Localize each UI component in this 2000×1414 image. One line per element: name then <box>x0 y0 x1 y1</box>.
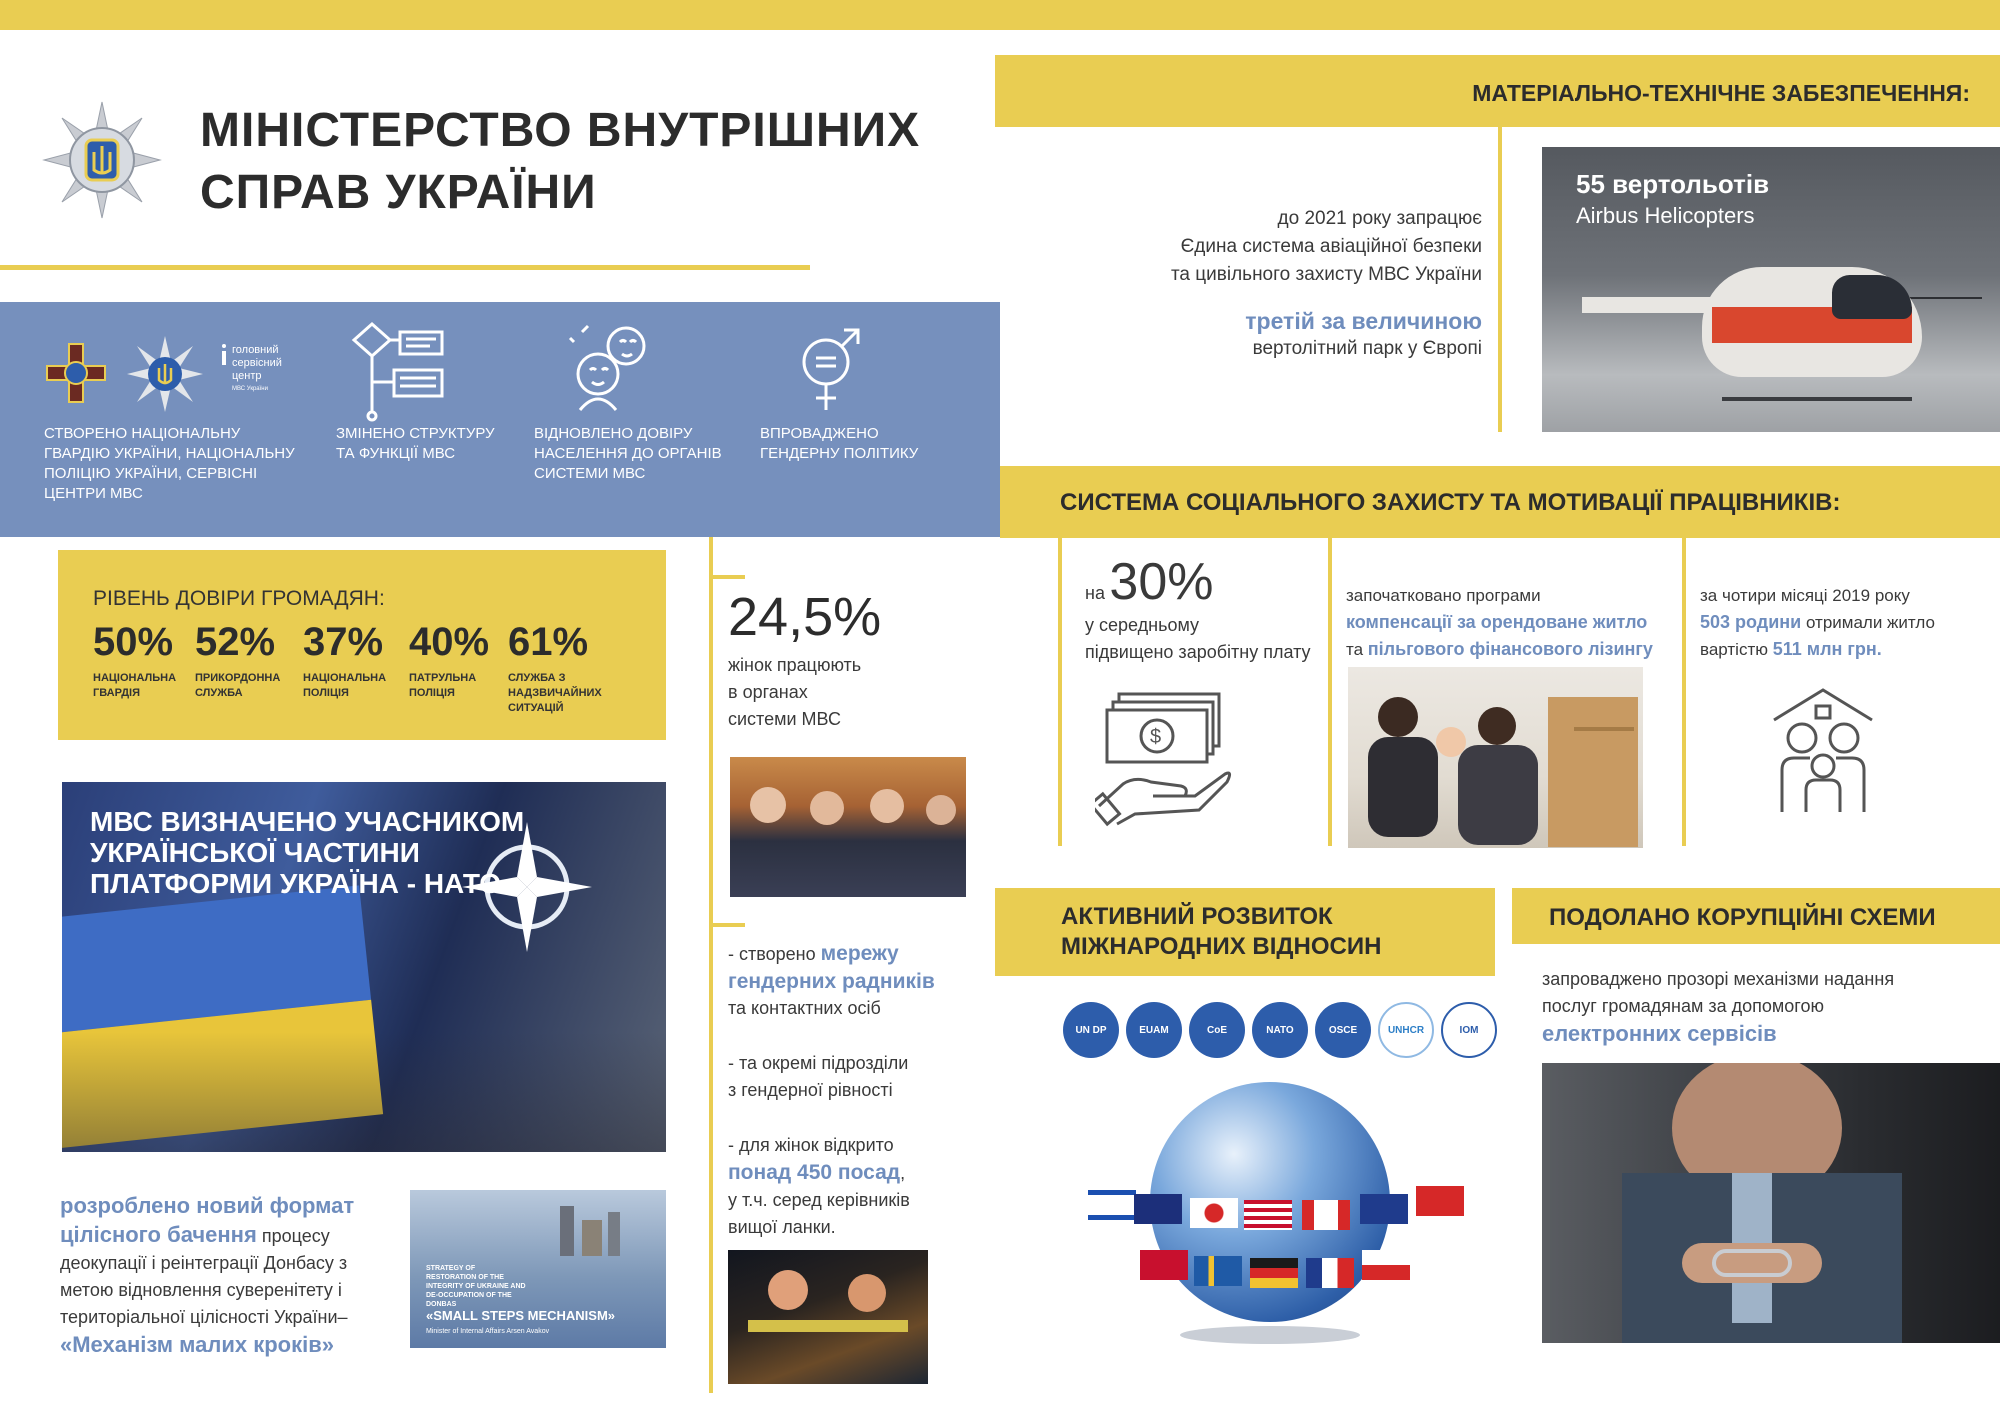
service-center-line1: головний <box>232 344 279 356</box>
rent-compensation: компенсації за орендоване житло <box>1346 612 1648 632</box>
child-head <box>1436 727 1466 757</box>
person-face <box>848 1274 886 1312</box>
nato-caption-line3: ПЛАТФОРМИ УКРАЇНА - НАТО <box>90 868 502 899</box>
partner-logos <box>1063 1002 1503 1062</box>
trust-value: 50% <box>93 620 174 664</box>
people-trust-icon <box>568 322 654 412</box>
families-line3: вартістю <box>1700 640 1768 659</box>
book-title: «SMALL STEPS MECHANISM» <box>426 1308 616 1323</box>
middle-column-line <box>709 537 713 1393</box>
nato-caption-line2: УКРАЇНСЬКОЇ ЧАСТИНИ <box>90 837 420 868</box>
salary-line1: у середньому <box>1085 615 1200 635</box>
women-caption-line3: системи МВС <box>728 709 841 729</box>
donbas-highlight: розроблено новий формат цілісного бачення <box>60 1193 355 1247</box>
net-prefix: - створено <box>728 944 816 964</box>
trust-item-border-service <box>195 620 295 701</box>
helicopter-park: вертолітний парк у Європі <box>1252 338 1482 359</box>
box-tape <box>1574 727 1634 731</box>
material-line3: та цивільного захисту МВС України <box>1170 264 1482 285</box>
undp-logo: UN DP <box>1063 1002 1119 1058</box>
photo-shade <box>62 1032 666 1152</box>
euam-logo: EUAM <box>1126 1002 1182 1058</box>
net-suffix: та контактних осіб <box>728 998 881 1018</box>
trust-title: РІВЕНЬ ДОВІРИ ГРОМАДЯН: <box>93 587 385 610</box>
globe-with-flags-image <box>1090 1082 1470 1352</box>
family-moving-photo <box>1348 667 1643 848</box>
nato-platform-photo <box>62 782 666 1152</box>
units-line2: з гендерної рівності <box>728 1080 893 1100</box>
page-title-line2: СПРАВ УКРАЇНИ <box>200 166 597 219</box>
money-hand-icon <box>1095 688 1235 828</box>
women-caption-line2: в органах <box>728 682 808 702</box>
trust-item-emergency-service <box>508 620 628 716</box>
net-highlight1: мережу <box>820 942 899 965</box>
posts-prefix: - для жінок відкрито <box>728 1135 894 1155</box>
japan-flag <box>1190 1198 1238 1228</box>
salary-line2: підвищено заробітну плату <box>1085 642 1311 662</box>
posts-line4: вищої ланки. <box>728 1217 836 1237</box>
australia-flag <box>1134 1194 1182 1224</box>
service-center-line3: центр <box>232 370 262 382</box>
norway-flag <box>1140 1250 1188 1280</box>
service-center-line4: МВС України <box>232 386 268 392</box>
svg-text:$: $ <box>1150 726 1162 748</box>
third-largest: третій за величиною <box>1245 308 1482 334</box>
top-stripe <box>0 0 2000 30</box>
china-flag <box>1416 1186 1464 1216</box>
france-flag <box>1306 1258 1354 1288</box>
building-shape <box>560 1206 574 1256</box>
small-steps-cover-image <box>410 1190 666 1348</box>
gender-units-text <box>728 1050 908 1104</box>
nato-caption-line1: МВС ВИЗНАЧЕНО УЧАСНИКОМ <box>90 806 525 837</box>
programs-line1: започатковано програми <box>1346 586 1541 605</box>
trust-value: 40% <box>409 620 490 664</box>
usa-flag <box>1244 1200 1292 1230</box>
trust-label: ПРИКОРДОННА СЛУЖБА <box>195 672 281 699</box>
book-author: Minister of Internal Affairs Arsen Avakov <box>426 1328 550 1335</box>
middle-column-tick <box>709 923 745 927</box>
women-caption <box>728 652 861 733</box>
service-center-logo <box>222 344 282 396</box>
social-title: СИСТЕМА СОЦІАЛЬНОГО ЗАХИСТУ ТА МОТИВАЦІЇ ПРАЦІВНИКІВ: <box>1060 489 1841 516</box>
women-officers-photo <box>730 757 966 897</box>
social-divider-3 <box>1682 538 1686 846</box>
social-divider-1 <box>1058 538 1062 846</box>
helicopter-tail <box>1582 297 1712 313</box>
unhcr-logo: UNHCR <box>1378 1002 1434 1058</box>
nato-caption <box>90 806 524 899</box>
band-item-4-caption: ВПРОВАДЖЕНО ГЕНДЕРНУ ПОЛІТИКУ <box>760 425 919 462</box>
women-percent: 24,5% <box>728 587 882 647</box>
person-body <box>1368 737 1438 837</box>
trust-label: ПАТРУЛЬНА ПОЛІЦІЯ <box>409 672 477 699</box>
family-home-icon <box>1768 686 1878 816</box>
posts-comma: , <box>900 1163 906 1183</box>
net-highlight2: гендерних радників <box>728 970 935 993</box>
person-face <box>810 791 844 825</box>
housing-cost: 511 млн грн. <box>1772 639 1882 659</box>
trust-item-patrol-police <box>409 620 504 701</box>
material-header <box>995 55 2000 127</box>
canada-flag <box>1302 1200 1350 1230</box>
sweden-flag <box>1194 1256 1242 1286</box>
title-underline <box>0 265 810 270</box>
israel-flag <box>1088 1190 1136 1220</box>
cardboard-box <box>1548 697 1638 847</box>
middle-column-tick <box>709 575 745 579</box>
person-face <box>768 1270 808 1310</box>
person-face <box>870 789 904 823</box>
band-item-3-caption: ВІДНОВЛЕНО ДОВІРУ НАСЕЛЕННЯ ДО ОРГАНІВ СИСТЕМИ МВС <box>534 425 722 482</box>
structure-icon <box>350 322 450 422</box>
material-line1: до 2021 року запрацює <box>1277 208 1482 229</box>
helicopter-brand: Airbus Helicopters <box>1576 203 1755 228</box>
person-face <box>750 787 786 823</box>
handcuffs <box>1712 1249 1792 1277</box>
salary-increase <box>1085 552 1213 612</box>
material-line2: Єдина система авіаційної безпеки <box>1180 236 1482 257</box>
person-face <box>926 795 956 825</box>
housing-programs-text <box>1346 582 1676 663</box>
national-guard-icon <box>45 342 107 404</box>
trust-level-box <box>58 550 666 740</box>
families-line1: за чотири місяці 2019 року <box>1700 586 1910 605</box>
donbas-body: процесу деокупації і реінтеграції Донбасу з метою відновлення суверенітету і територіальної цілісності України– <box>60 1226 348 1327</box>
handcuffed-official-photo <box>1542 1063 2000 1343</box>
person-head <box>1378 697 1418 737</box>
page-title <box>200 100 920 224</box>
material-text <box>1171 205 1482 363</box>
person-head <box>1478 707 1516 745</box>
international-title-line2: МІЖНАРОДНИХ ВІДНОСИН <box>1061 933 1382 960</box>
achievements-band <box>0 302 1000 537</box>
globe-shadow <box>1180 1326 1360 1344</box>
national-police-icon <box>125 334 205 414</box>
families-count: 503 родини <box>1700 612 1802 632</box>
leasing-program: пільгового фінансового лізингу <box>1367 639 1653 659</box>
women-posts-text <box>728 1132 910 1241</box>
trust-label: НАЦІОНАЛЬНА ГВАРДІЯ <box>93 672 177 699</box>
trust-item-national-guard <box>93 620 188 701</box>
iom-logo: IOM <box>1441 1002 1497 1058</box>
donbas-mechanism-name: «Механізм малих кроків» <box>60 1332 334 1357</box>
programs-and: та <box>1346 640 1364 659</box>
corruption-line2: послуг громадянам за допомогою <box>1542 996 1824 1016</box>
families-line2: отримали житло <box>1805 613 1935 632</box>
corruption-line1: запроваджено прозорі механізми надання <box>1542 969 1895 989</box>
helicopter-skid <box>1722 397 1912 401</box>
social-header <box>1000 466 2000 538</box>
units-line1: - та окремі підрозділи <box>728 1053 909 1073</box>
uniform-stripe <box>748 1320 908 1332</box>
international-title <box>1061 902 1381 962</box>
trust-label: СЛУЖБА З НАДЗВИЧАЙНИХ СИТУАЦІЙ <box>508 672 602 714</box>
band-item-1-caption: СТВОРЕНО НАЦІОНАЛЬНУ ГВАРДІЮ УКРАЇНИ, НАЦІОНАЛЬНУ ПОЛІЦІЮ УКРАЇНИ, СЕРВІСНІ ЦЕНТРИ МВС <box>44 425 295 502</box>
council-of-europe-logo: CoE <box>1189 1002 1245 1058</box>
service-center-line2: сервісний <box>232 357 282 369</box>
osce-logo: OSCE <box>1315 1002 1371 1058</box>
germany-flag <box>1250 1258 1298 1288</box>
women-caption-line1: жінок працюють <box>728 655 862 675</box>
nato-logo: NATO <box>1252 1002 1308 1058</box>
building-shape <box>608 1212 620 1256</box>
material-title: МАТЕРІАЛЬНО-ТЕХНІЧНЕ ЗАБЕЗПЕЧЕННЯ: <box>1472 80 1970 106</box>
social-divider-2 <box>1328 538 1332 846</box>
uk-flag <box>1360 1194 1408 1224</box>
posts-highlight: понад 450 посад <box>728 1161 901 1184</box>
donbas-strategy-text <box>60 1192 390 1360</box>
poland-flag <box>1362 1250 1410 1280</box>
corruption-title: ПОДОЛАНО КОРУПЦІЙНІ СХЕМИ <box>1549 904 1936 931</box>
electronic-services: електронних сервісів <box>1542 1021 1777 1046</box>
helicopter-photo <box>1542 147 2000 432</box>
international-title-line1: АКТИВНИЙ РОЗВИТОК <box>1061 903 1333 930</box>
band-item-2-caption: ЗМІНЕНО СТРУКТУРУ ТА ФУНКЦІЇ МВС <box>336 425 495 462</box>
person-body <box>1458 745 1538 845</box>
gender-network-text <box>728 940 968 1022</box>
ministry-emblem-icon <box>42 100 162 220</box>
building-shape <box>582 1220 602 1256</box>
trust-item-national-police <box>303 620 398 701</box>
page-title-line1: МІНІСТЕРСТВО ВНУТРІШНИХ <box>200 104 921 157</box>
salary-caption <box>1085 612 1311 666</box>
material-divider <box>1498 127 1502 432</box>
corruption-text <box>1542 966 1894 1047</box>
firefighters-photo <box>728 1250 928 1384</box>
salary-prefix: на <box>1085 583 1105 603</box>
gender-icon <box>796 328 866 412</box>
trust-value: 52% <box>195 620 276 664</box>
housing-families-text <box>1700 582 1990 663</box>
book-subtitle: STRATEGY OF RESTORATION OF THE INTEGRITY OF UKRAINE AND DE-OCCUPATION OF THE DONBAS <box>426 1265 526 1308</box>
international-header <box>995 888 1495 976</box>
corruption-header <box>1512 888 2000 944</box>
salary-percent: 30% <box>1109 553 1214 611</box>
trust-value: 61% <box>508 620 589 664</box>
helicopter-count: 55 вертольотів <box>1576 169 1770 199</box>
posts-line3: у т.ч. серед керівників <box>728 1190 910 1210</box>
trust-value: 37% <box>303 620 384 664</box>
helicopter-cockpit <box>1832 275 1912 319</box>
trust-label: НАЦІОНАЛЬНА ПОЛІЦІЯ <box>303 672 387 699</box>
